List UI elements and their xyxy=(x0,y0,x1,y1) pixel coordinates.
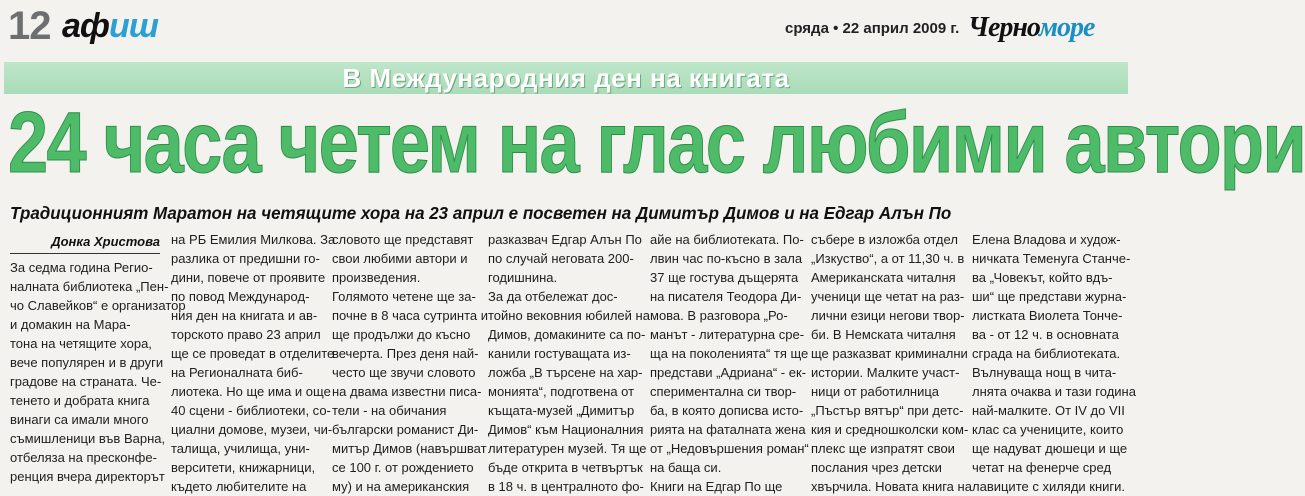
article-text-line: истории. Малките участ- xyxy=(811,365,960,380)
article-text-line: канили гостуващата из- xyxy=(488,346,631,361)
article-text-line: кия и средношколски ком- xyxy=(811,422,969,437)
article-text-line: лавиците с хиляди книги. xyxy=(972,479,1126,494)
article-text-line: ученици ще четат на раз- xyxy=(811,289,965,304)
article-text-line: клас са учениците, които xyxy=(972,422,1124,437)
article-column-2 xyxy=(171,230,336,494)
article-text-line: събере в изложба отдел xyxy=(811,232,958,247)
subheadline: Традиционният Маратон на четящите хора на 23 април е посветен на Димитър Димов и на Едгар Алън По xyxy=(10,203,952,223)
article-text-line: Елена Владова и худож- xyxy=(972,232,1121,247)
article-text-line: където любителите на xyxy=(171,479,307,494)
article-text-line: 37 ще гостува дъщерята xyxy=(650,270,799,285)
article-text-line: листката Виолета Тонче- xyxy=(972,308,1123,323)
article-text-line: талища, училища, уни- xyxy=(171,441,310,456)
article-text-line: и домакин на Мара- xyxy=(10,317,131,332)
article-text-line: най-малките. От IV до VII xyxy=(972,403,1125,418)
article-text-line: „Пъстър вятър“ при детс- xyxy=(811,403,964,418)
article-text-line: разказвач Едгар Алън По xyxy=(488,232,642,247)
article-text-line: айе на библиотеката. По- xyxy=(650,232,804,247)
article-text-line: рията на фаталната жена xyxy=(650,422,806,437)
article-text-line: разлика от предишни го- xyxy=(171,251,320,266)
article-text-line: Димов, домакините са по- xyxy=(488,327,646,342)
article-text-line: тона на четящите хора, xyxy=(10,336,152,351)
newspaper-logo-part2: море xyxy=(1038,12,1095,43)
article-column-1 xyxy=(10,258,186,484)
article-text-line: ще разказват криминални xyxy=(811,346,968,361)
article-text-line: ща на поколенията“ тя ще xyxy=(650,346,809,361)
article-text-line: по случай неговата 200- xyxy=(488,251,634,266)
newspaper-logo xyxy=(968,12,1094,44)
section-brand-part1: аф xyxy=(62,7,109,45)
article-text-line: тели - на обичания xyxy=(332,403,447,418)
article-text-line: ничката Теменуга Станче- xyxy=(972,251,1131,266)
article-text-line: За седма година Регио- xyxy=(10,260,153,275)
article-text-line: лични езици негови твор- xyxy=(811,308,965,323)
article-text-line: представи „Адриана“ - ек- xyxy=(650,365,806,380)
article-text-line: 40 сцени - библиотеки, со- xyxy=(171,403,331,418)
article-text-line: манът - литературна сре- xyxy=(650,327,805,342)
article-text-line: годишнина. xyxy=(488,270,558,285)
article-text-line: съмишленици във Варна, xyxy=(10,431,166,446)
article-text-line: ба, в която дописва исто- xyxy=(650,403,804,418)
article-text-line: вече популярен и в други xyxy=(10,355,164,370)
article-text-line: почне в 8 часа сутринта и xyxy=(332,308,489,323)
article-text-line: лиотека. Но ще има и още xyxy=(171,384,331,399)
article-text-line: свои любими автори и xyxy=(332,251,468,266)
headline: 24 часа четем на глас любими автори xyxy=(8,95,1305,191)
article-text-line: За да отбележат дос- xyxy=(488,289,618,304)
article-text-line: по повод Международ- xyxy=(171,289,310,304)
article-text-line: ши“ ще представи журна- xyxy=(972,289,1127,304)
article-column-5 xyxy=(650,230,809,494)
article-text-line: на писателя Теодора Ди- xyxy=(650,289,802,304)
article-text-line: вечерта. През деня най- xyxy=(332,346,479,361)
article-column-4 xyxy=(488,230,650,494)
article-column-6 xyxy=(811,230,972,494)
section-brand xyxy=(62,8,158,44)
article-text-line: ще се проведат в отделите xyxy=(171,346,335,361)
section-brand-accent: иш xyxy=(109,7,158,45)
article-text-line: литературен музей. Тя ще xyxy=(488,441,647,456)
article-text-line: ва - от 12 ч. в основната xyxy=(972,327,1119,342)
article-text-line: циални домове, музеи, чи- xyxy=(171,422,333,437)
article-text-line: тенето и добрата книга xyxy=(10,393,150,408)
article-text-line: би. В Немската читалня xyxy=(811,327,956,342)
article-text-line: ще продължи до късно xyxy=(332,327,471,342)
article-text-line: на двама известни писа- xyxy=(332,384,482,399)
article-text-line: лвин час по-късно в зала xyxy=(650,251,803,266)
article-text-line: Американската читалня xyxy=(811,270,956,285)
kicker: В Международния ден на книгата xyxy=(342,63,790,93)
article-text-line: сграда на библиотеката. xyxy=(972,346,1121,361)
issue-date: сряда • 22 април 2009 г. xyxy=(785,20,960,37)
article-text-line: монията“, подготвена от xyxy=(488,384,635,399)
article-text-line: митър Димов (навършват xyxy=(332,441,487,456)
article-text-line: плекс ще изпратят свои xyxy=(811,441,955,456)
byline: Донка Христова xyxy=(51,234,160,249)
article-column-7 xyxy=(972,230,1136,494)
article-text-line: градове на страната. Че- xyxy=(10,374,162,389)
article-text-line: ва „Човекът, който вдъ- xyxy=(972,270,1113,285)
article-text-line: ници от работилница xyxy=(811,384,940,399)
article-text-line: бъде открита в четвъртък xyxy=(488,460,643,475)
article-text-line: ложба „В търсене на хар- xyxy=(488,365,643,380)
article-text-line: се 100 г. от рождението xyxy=(332,460,474,475)
article-text-line: дини, повече от проявите xyxy=(171,270,326,285)
masthead xyxy=(0,0,1132,56)
article-text-line: ния ден на книгата и ав- xyxy=(171,308,318,323)
article-text-line: често ще звучи словото xyxy=(332,365,476,380)
kicker-band xyxy=(4,62,1128,94)
article-text-line: Голямото четене ще за- xyxy=(332,289,476,304)
article-text-line: Вълнуваща нощ в чита- xyxy=(972,365,1117,380)
article-text-line: чо Славейков“ е организатор xyxy=(10,298,186,313)
page-number: 12 xyxy=(8,4,51,48)
article-text-line: му) и на американския xyxy=(332,479,470,494)
article-text-line: налната библиотека „Пен- xyxy=(10,279,169,294)
article-text-line: на РБ Емилия Милкова. За xyxy=(171,232,336,247)
article-text-line: словото ще представят xyxy=(332,232,474,247)
article-text-line: отбеляза на пресконфе- xyxy=(10,450,157,465)
article-text-line: ще надуват дюшеци и ще xyxy=(972,441,1128,456)
article-text-line: лнята очаква и тази година xyxy=(972,384,1136,399)
article-text-line: верситети, книжарници, xyxy=(171,460,316,475)
newspaper-logo-part1: Черно xyxy=(968,12,1039,43)
article-text-line: спериментална си твор- xyxy=(650,384,797,399)
article-text-line: произведения. xyxy=(332,270,421,285)
article-text-line: къщата-музей „Димитър xyxy=(488,403,635,418)
article-text-line: Димов“ към Националния xyxy=(488,422,644,437)
article-text-line: в 18 ч. в централното фо- xyxy=(488,479,644,494)
byline-rule xyxy=(10,232,160,254)
article-text-line: български романист Ди- xyxy=(332,422,479,437)
article-column-3 xyxy=(332,230,489,494)
article-text-line: „Изкуство“, а от 11,30 ч. в xyxy=(811,251,965,266)
article-text-line: мова. В разговора „Ро- xyxy=(650,308,788,323)
article-text-line: торското право 23 април xyxy=(171,327,321,342)
article-text-line: винаги са имали много xyxy=(10,412,149,427)
article-text-line: тойно вековния юбилей на xyxy=(488,308,650,323)
article-text-line: на баща си. xyxy=(650,460,722,475)
article-text-line: на Регионалната биб- xyxy=(171,365,303,380)
article-text-line: послания чрез детски xyxy=(811,460,942,475)
article-text-line: четат на фенерче сред xyxy=(972,460,1112,475)
article-text-line: хвърчила. Новата книга на xyxy=(811,479,972,494)
article-text-line: ренция вчера директорът xyxy=(10,469,165,484)
article-text-line: Книги на Едгар По ще xyxy=(650,479,783,494)
article-text-line: от „Недовършения роман“ xyxy=(650,441,809,456)
